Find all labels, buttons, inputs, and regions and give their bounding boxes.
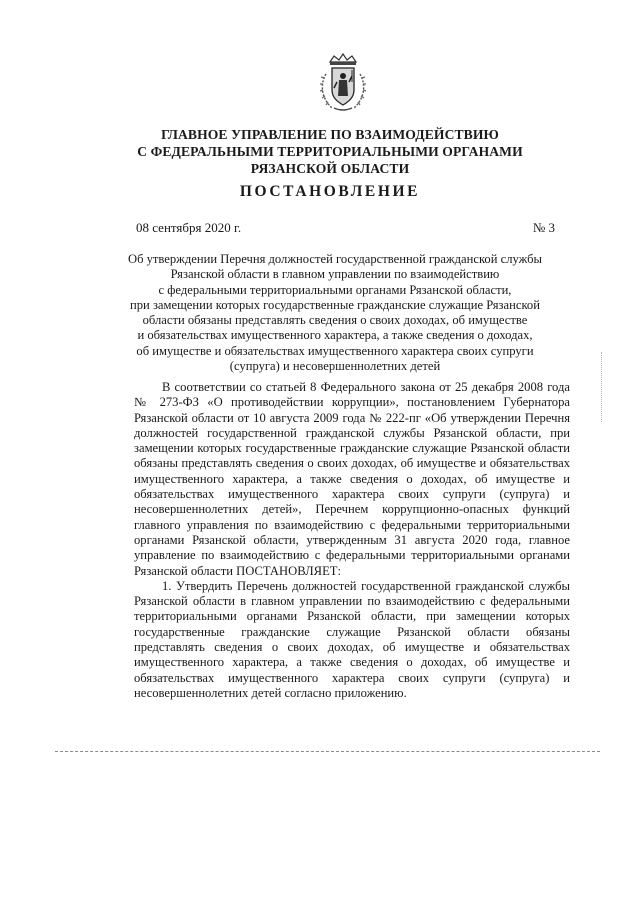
resolution-item-1: 1. Утвердить Перечень должностей государственной гражданской службы Рязанской области в главном управлении по взаимодействию с федеральными территориальными органами Рязанской области, при замещении которых государственные гражданские служащие Рязанской области обязаны представлять сведения о своих доходах, об имуществе и обязательствах имущественного характера, а также сведения о доходах, об имуществе и обязательствах имущественного характера своих супруги (супруга) и несовершеннолетних детей согласно приложению. (134, 578, 570, 700)
preamble-paragraph: В соответствии со статьей 8 Федерального закона от 25 декабря 2008 года № 273-ФЗ «О противодействии коррупции», постановлением Губернатора Рязанской области от 10 августа 2009 года № 222-пг «Об утверждении Перечня должностей государственной гражданской службы Рязанской области, при замещении которых государственные гражданские служащие Рязанской области обязаны представлять сведения о своих доходах, об имуществе и обязательствах имущественного характера, а также сведения о доходах, об имуществе и обязательствах имущественного характера своих супруги (супруга) и несовершеннолетних детей», Перечнем коррупционно-опасных функций главного управления по взаимодействию с федеральными территориальными органами Рязанской области, утвержденным 31 августа 2020 года, главное управление по взаимодействию с федеральными территориальными органами Рязанской области ПОСТАНОВЛЯЕТ: (134, 380, 570, 578)
agency-line-1: ГЛАВНОЕ УПРАВЛЕНИЕ ПО ВЗАИМОДЕЙСТВИЮ (161, 127, 499, 142)
agency-line-3: РЯЗАНСКОЙ ОБЛАСТИ (250, 161, 410, 176)
agency-line-2: С ФЕДЕРАЛЬНЫМИ ТЕРРИТОРИАЛЬНЫМИ ОРГАНАМИ (137, 144, 523, 159)
footer-divider (55, 751, 600, 752)
document-date: 08 сентября 2020 г. (136, 220, 242, 235)
coat-of-arms-icon (312, 52, 374, 114)
scan-margin-mark (601, 352, 602, 422)
document-number: № 3 (532, 220, 555, 235)
subject-line: Рязанской области в главном управлении по взаимодействию (170, 267, 500, 282)
subject-line: (супруга) и несовершеннолетних детей (229, 359, 441, 374)
subject-line: с федеральными территориальными органами Рязанской области, (158, 282, 512, 297)
agency-header (100, 126, 560, 177)
document-body (134, 380, 570, 701)
subject-line: Об утверждении Перечня должностей государственной гражданской службы (127, 252, 543, 266)
subject-line: области обязаны представлять сведения о своих доходах, об имуществе (142, 313, 528, 328)
subject-line: при замещении которых государственные гражданские служащие Рязанской (130, 297, 540, 312)
subject-line: и обязательствах имущественного характера, а также сведения о доходах, (137, 328, 533, 343)
subject-line: об имуществе и обязательствах имущественного характера своих супруги (136, 343, 534, 358)
document-subject (110, 252, 560, 374)
document-type-title: ПОСТАНОВЛЕНИЕ (239, 183, 421, 200)
